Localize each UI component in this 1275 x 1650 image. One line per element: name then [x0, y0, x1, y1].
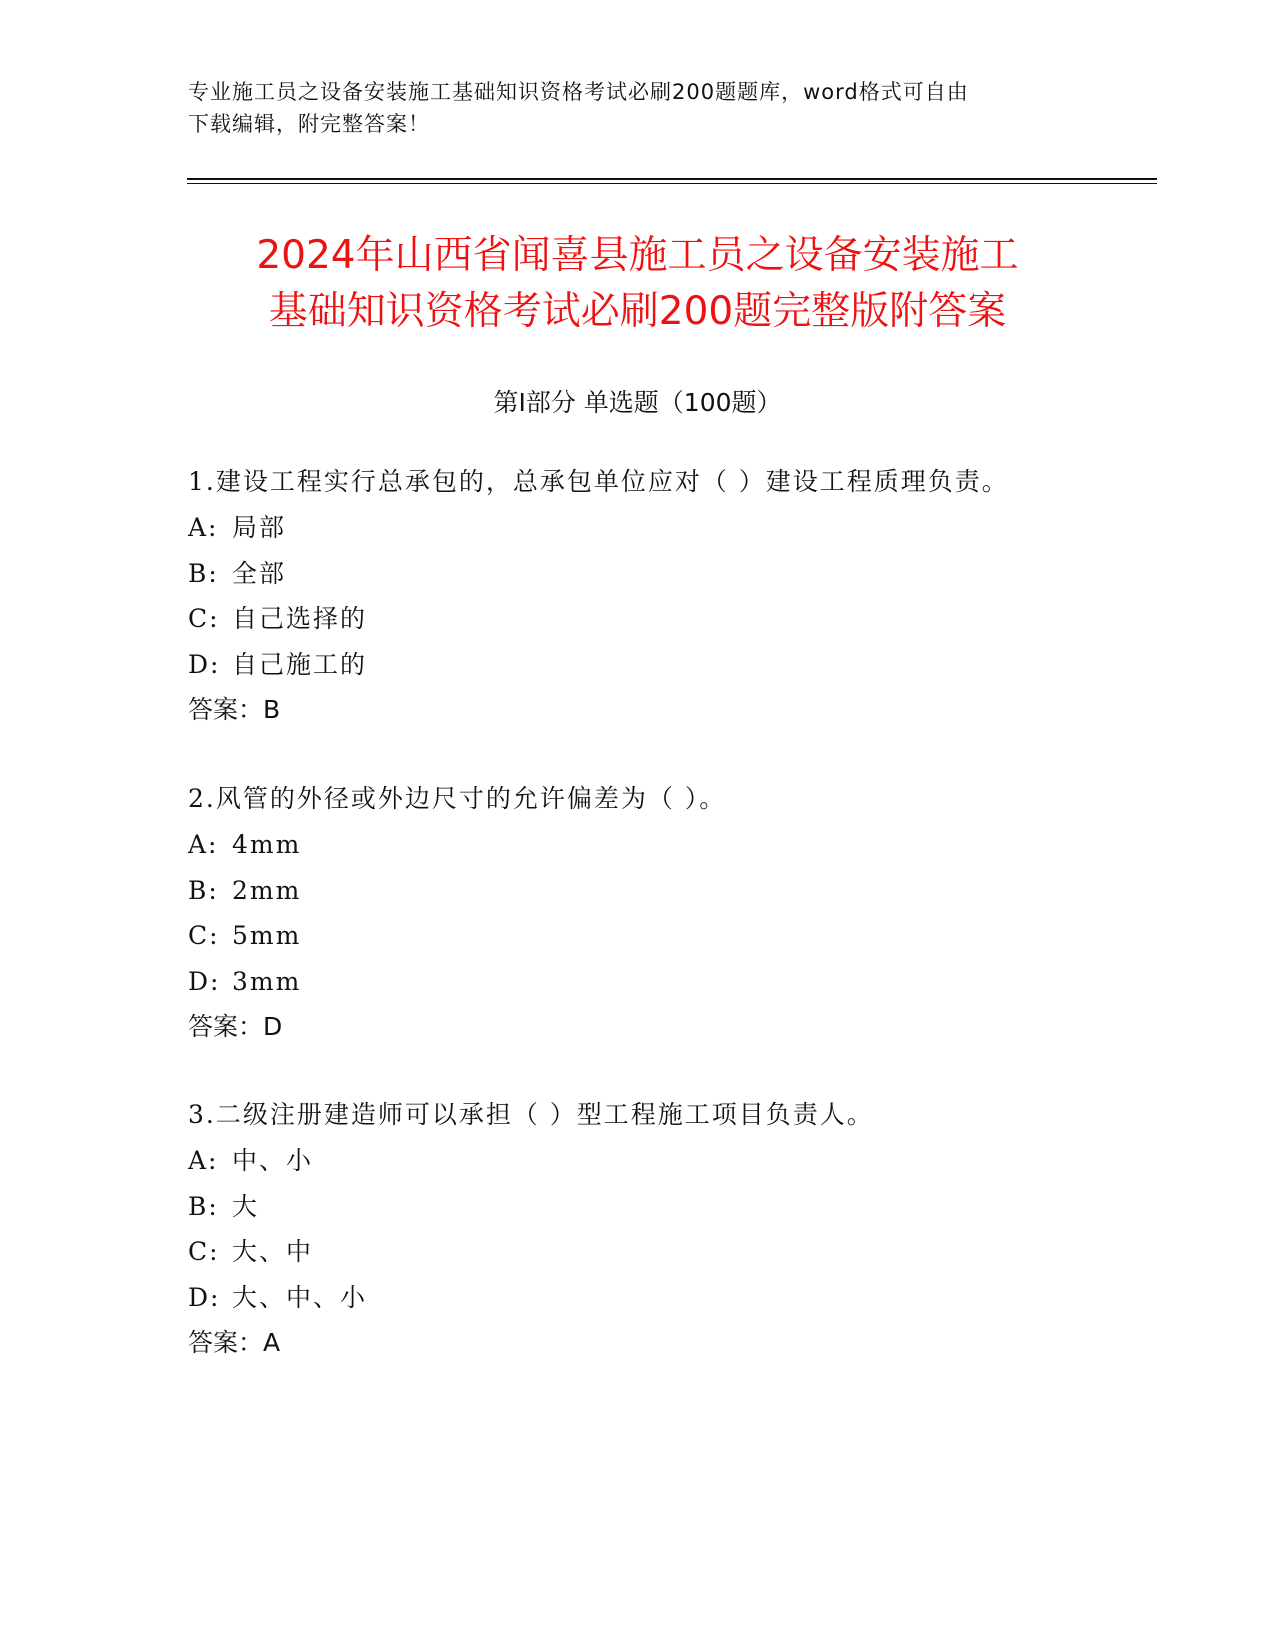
option-key: A:: [188, 513, 219, 542]
question-stem: 2.风管的外径或外边尺寸的允许偏差为（ ）。: [188, 784, 727, 813]
answer-line: 答案：A: [188, 1328, 281, 1357]
header-divider-thin: [187, 183, 1157, 184]
option-a: [188, 511, 1148, 557]
option-d: [188, 965, 1148, 1011]
option-key: A:: [188, 830, 219, 859]
option-c: [188, 919, 1148, 965]
document-title-line-2: 基础知识资格考试必刷200题完整版附答案: [268, 289, 1007, 334]
option-key: D:: [188, 966, 221, 996]
question-stem: 3.二级注册建造师可以承担（ ）型工程施工项目负责人。: [188, 1100, 874, 1129]
option-key: C:: [188, 604, 220, 633]
option-key: B:: [188, 1191, 219, 1221]
document-title-line-1: 2024年山西省闻喜县施工员之设备安装施工: [256, 233, 1019, 278]
option-d: [188, 648, 1148, 694]
option-key: D:: [188, 649, 221, 679]
option-key: B:: [188, 558, 219, 588]
option-d: [188, 1281, 1148, 1327]
option-text: 2mm: [232, 875, 302, 905]
option-text: 大、中、小: [232, 1282, 368, 1312]
option-key: B:: [188, 875, 219, 905]
option-key: D:: [188, 1282, 221, 1312]
option-text: 全部: [232, 558, 287, 588]
option-text: 4mm: [232, 830, 302, 859]
option-b: [188, 557, 1148, 603]
option-key: C:: [188, 1237, 220, 1266]
option-text: 自己选择的: [232, 604, 368, 633]
section-title: 第Ⅰ部分 单选题（100题）: [493, 388, 782, 417]
option-a: [188, 828, 1148, 874]
header-note-line-1: 专业施工员之设备安装施工基础知识资格考试必刷200题题库，word格式可自由: [188, 80, 969, 104]
header-note-line-2: 下载编辑，附完整答案！: [188, 112, 430, 136]
document-title: [140, 228, 1135, 340]
option-key: A:: [188, 1146, 219, 1175]
header-note: [188, 76, 1088, 140]
option-key: C:: [188, 921, 220, 950]
answer-line: 答案：B: [188, 695, 281, 724]
option-text: 5mm: [232, 921, 302, 950]
option-a: [188, 1144, 1148, 1190]
option-c: [188, 602, 1148, 648]
option-b: [188, 874, 1148, 920]
option-c: [188, 1235, 1148, 1281]
option-text: 自己施工的: [232, 649, 368, 679]
header-divider-thick: [187, 178, 1157, 180]
option-text: 局部: [232, 513, 287, 542]
answer-line: 答案：D: [188, 1012, 283, 1041]
option-b: [188, 1190, 1148, 1236]
option-text: 大、中: [232, 1237, 314, 1266]
question-stem: 1.建设工程实行总承包的，总承包单位应对（ ）建设工程质理负责。: [188, 467, 1009, 496]
question-1: [188, 465, 1148, 733]
question-3: [188, 1098, 1148, 1366]
option-text: 大: [232, 1191, 260, 1221]
option-text: 3mm: [232, 966, 302, 996]
option-text: 中、小: [232, 1146, 314, 1175]
question-2: [188, 782, 1148, 1050]
